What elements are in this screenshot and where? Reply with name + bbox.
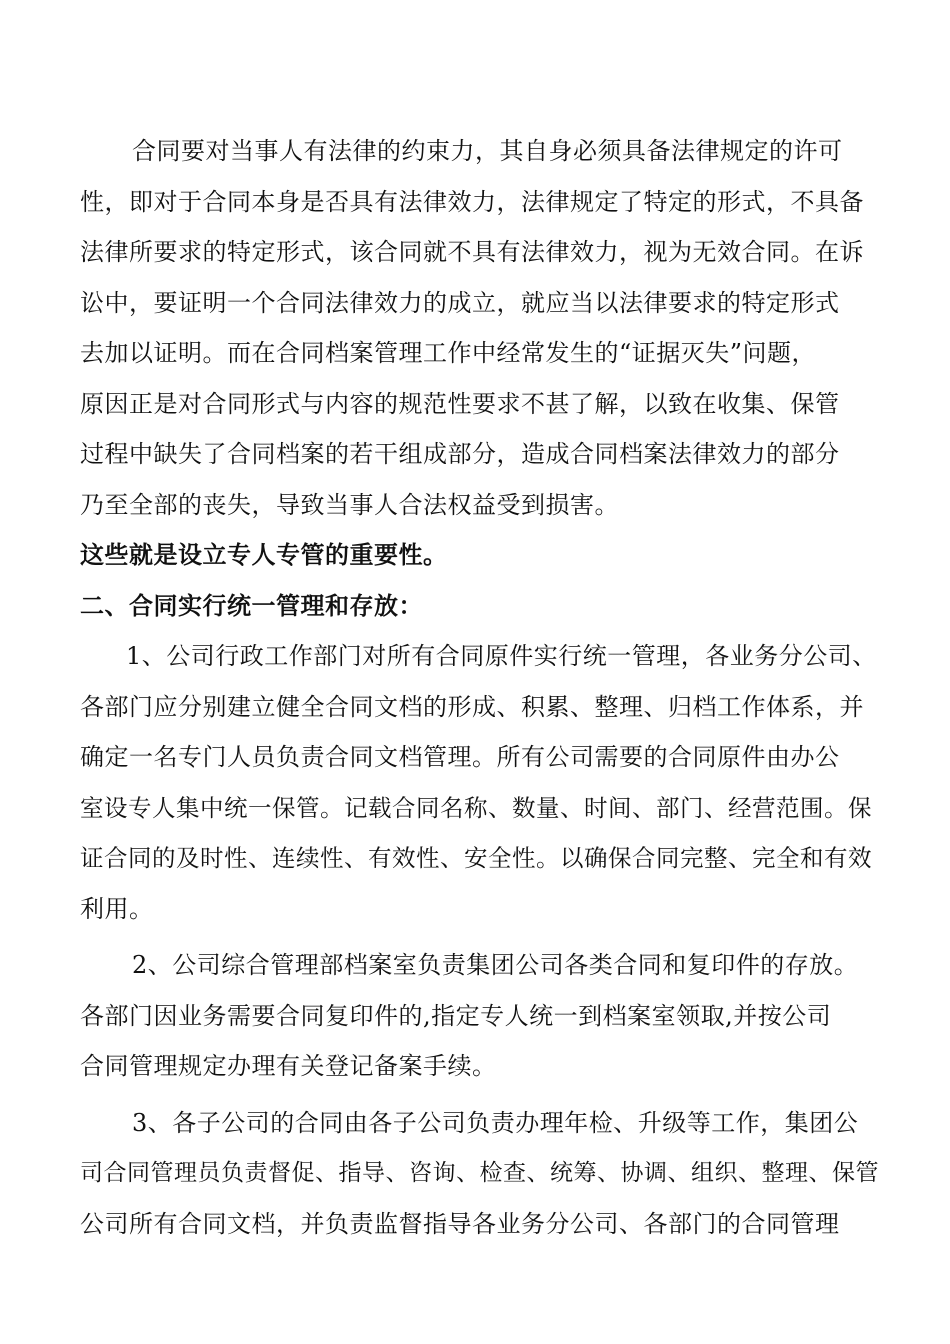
text-line: 公司所有合同文档，并负责监督指导各业务分公司、各部门的合同管理 xyxy=(80,1209,840,1238)
text-line: 乃至全部的丧失，导致当事人合法权益受到损害。 xyxy=(80,490,619,519)
paragraph-legal-validity xyxy=(80,126,880,530)
text-line: 室设专人集中统一保管。记载合同名称、数量、时间、部门、经营范围。保 xyxy=(80,793,872,822)
text-line: 利用。 xyxy=(80,894,154,923)
text-line: 合同要对当事人有法律的约束力，其自身必须具备法律规定的许可 xyxy=(132,137,843,165)
text-line: 原因正是对合同形式与内容的规范性要求不甚了解，以致在收集、保管 xyxy=(80,389,840,418)
text-line: 去加以证明。而在合同档案管理工作中经常发生的“证据灭失”问题， xyxy=(80,339,817,367)
text-line: 证合同的及时性、连续性、有效性、安全性。以确保合同完整、完全和有效 xyxy=(80,844,872,872)
text-line: 各部门应分别建立健全合同文档的形成、积累、整理、归档工作体系，并 xyxy=(80,692,864,721)
list-item-1 xyxy=(80,631,880,934)
text-line: 过程中缺失了合同档案的若干组成部分，造成合同档案法律效力的部分 xyxy=(80,440,840,468)
list-item-2 xyxy=(80,940,880,1092)
text-line: 1、公司行政工作部门对所有合同原件实行统一管理，各业务分公司、 xyxy=(126,642,877,670)
text-line: 确定一名专门人员负责合同文档管理。所有公司需要的合同原件由办公 xyxy=(80,743,840,771)
text-line: 合同管理规定办理有关登记备案手续。 xyxy=(80,1052,497,1080)
text-line: 司合同管理员负责督促、指导、咨询、检查、统筹、协调、组织、整理、保管 xyxy=(80,1160,879,1186)
text-line: 讼中，要证明一个合同法律效力的成立，就应当以法律要求的特定形式 xyxy=(80,288,840,317)
summary-statement: 这些就是设立专人专管的重要性。 xyxy=(80,541,448,569)
text-line: 2、公司综合管理部档案室负责集团公司各类合同和复印件的存放。 xyxy=(132,951,859,979)
list-item-3 xyxy=(80,1098,880,1250)
text-line: 法律所要求的特定形式，该合同就不具有法律效力，视为无效合同。在诉 xyxy=(80,238,864,266)
section-heading: 二、合同实行统一管理和存放： xyxy=(80,591,423,620)
text-line: 性，即对于合同本身是否具有法律效力，法律规定了特定的形式，不具备 xyxy=(80,187,864,216)
text-line: 3、各子公司的合同由各子公司负责办理年检、升级等工作，集团公 xyxy=(132,1108,859,1137)
text-line: 各部门因业务需要合同复印件的,指定专人统一到档案室领取,并按公司 xyxy=(80,1001,832,1030)
